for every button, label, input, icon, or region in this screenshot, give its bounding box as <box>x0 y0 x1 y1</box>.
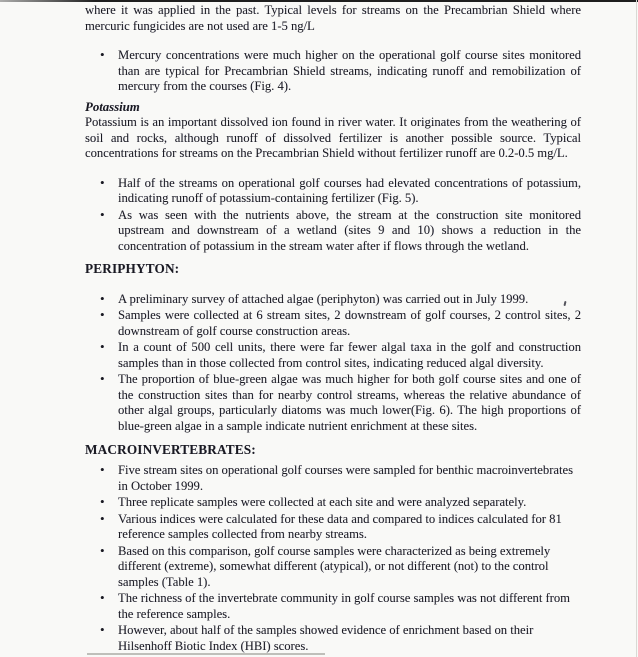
bullet-item <box>85 544 581 591</box>
bullet-icon <box>100 511 105 527</box>
bullet-icon <box>100 494 105 510</box>
macroinvertebrates-heading: MACROINVERTEBRATES: <box>85 442 256 457</box>
bullet-icon <box>100 307 105 323</box>
bullet-text: A preliminary survey of attached algae (periphyton) was carried out in July 1999. <box>118 291 529 306</box>
bullet-item <box>85 495 581 511</box>
bullet-text: In a count of 500 cell units, there were far fewer algal taxa in the golf and construction samples than in those collected from control sites, indicating reduced algal diversity. <box>118 340 581 370</box>
bullet-item <box>85 463 581 494</box>
bullet-text: Half of the streams on operational golf courses had elevated concentrations of potassium, indicating runoff of potassium-containing fertilizer (Fig. 5). <box>118 175 581 205</box>
periphyton-bullet-list <box>85 292 581 435</box>
bullet-icon <box>100 462 105 478</box>
document-body <box>85 0 581 655</box>
bullet-text: Samples were collected at 6 stream sites, 2 downstream of golf courses, 2 control sites, 2 downstream of golf course construction areas. <box>118 308 581 338</box>
bullet-item <box>85 208 581 255</box>
bullet-item <box>85 292 581 308</box>
macroinvertebrates-bullet-list <box>85 463 581 654</box>
bullet-text: Various indices were calculated for these data and compared to indices calculated for 81 reference samples collected from nearby streams. <box>118 511 562 541</box>
bullet-text: The proportion of blue-green algae was much higher for both golf course sites and one of the construction sites than for nearby control streams, whereas the relative abundance of other algal groups, particularly diatoms was much lower(Fig. 6). The high proportions of blue-green algae in a sample indicate nutrient enrichment at these sites. <box>118 372 581 433</box>
bullet-icon <box>100 590 105 606</box>
bullet-text: However, about half of the samples showed evidence of enrichment based on their Hilsenhoff Biotic Index (HBI) scores. <box>118 623 534 653</box>
bullet-item <box>85 372 581 434</box>
bullet-item <box>85 340 581 371</box>
bullet-item <box>85 176 581 207</box>
bullet-text: Mercury concentrations were much higher on the operational golf course sites monitored than are typical for Precambrian Shield streams, indicating runoff and remobilization of mercury from the courses (Fig. 4). <box>118 48 581 93</box>
bullet-item <box>85 48 581 95</box>
bullet-icon <box>100 175 105 191</box>
bullet-text: Three replicate samples were collected at each site and were analyzed separately. <box>118 495 527 509</box>
bullet-item <box>85 308 581 339</box>
intro-paragraph: where it was applied in the past. Typical levels for streams on the Precambrian Shield where mercuric fungicides are not used are 1-5 ng/L <box>85 3 581 33</box>
bullet-icon <box>100 371 105 387</box>
bullet-text: The richness of the invertebrate community in golf course samples was not different from the reference samples. <box>118 591 570 621</box>
bullet-text: As was seen with the nutrients above, the stream at the construction site monitored upstream and downstream of a wetland (sites 9 and 10) shows a reduction in the concentration of potassium in the stream water after if flows through the wetland. <box>118 207 581 253</box>
bullet-icon <box>100 339 105 355</box>
bullet-text: Based on this comparison, golf course samples were characterized as being extremely different (extreme), somewhat different (atypical), or not different (not) to the control samples (Table 1). <box>118 543 551 589</box>
bullet-icon <box>100 207 105 223</box>
bullet-icon <box>100 543 105 559</box>
bullet-icon <box>100 47 105 63</box>
bullet-text: Five stream sites on operational golf courses were sampled for benthic macroinvertebrates in October 1999. <box>118 463 573 493</box>
periphyton-heading: PERIPHYTON: <box>85 261 180 276</box>
mercury-bullet-list <box>85 48 581 95</box>
bullet-icon <box>100 622 105 638</box>
scan-edge-right-line <box>636 0 637 657</box>
bullet-item <box>85 591 581 622</box>
potassium-bullet-list <box>85 176 581 255</box>
bullet-item <box>85 512 581 543</box>
potassium-paragraph: Potassium is an important dissolved ion found in river water. It originates from the weathering of soil and rocks, although runoff of dissolved fertilizer is another possible source. Typical concentrations for streams on the Precambrian Shield without fertilizer runoff are 0.2-0.5 mg/L. <box>85 115 581 160</box>
potassium-heading: Potassium <box>85 99 140 114</box>
bullet-item <box>85 623 581 654</box>
bullet-icon <box>100 291 105 307</box>
